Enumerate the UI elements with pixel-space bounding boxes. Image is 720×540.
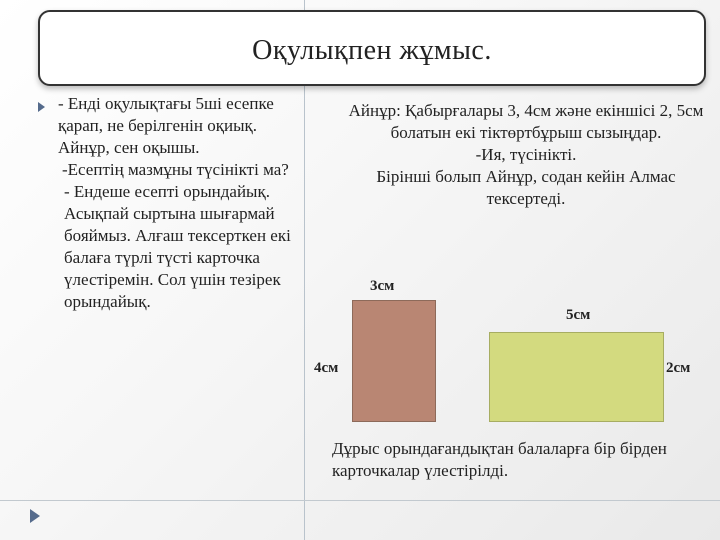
right-paragraph-2: -Ия, түсінікті.: [475, 145, 577, 164]
left-text-column: [58, 93, 306, 313]
rectangle-green: [489, 332, 664, 422]
right-text-column: [336, 100, 716, 210]
slide-title-box: [38, 10, 706, 86]
right-paragraph-1: Айнұр: Қабырғалары 3, 4см және екіншісі 2, 5см болатын екі тіктөртбұрыш сызыңдар.: [348, 101, 704, 142]
bottom-paragraph: Дұрыс орындағандықтан балаларға бір бірден карточкалар үлестірілді.: [332, 439, 667, 480]
right-paragraph-3: Бірінші болып Айнұр, содан кейін Алмас тексертеді.: [376, 167, 676, 208]
bottom-text-block: [332, 438, 712, 482]
slide-title: Оқулықпен жұмыс.: [252, 35, 492, 66]
rect1-top-label: 3см: [370, 278, 395, 294]
rect2-top-label: 5см: [566, 307, 591, 323]
left-paragraph-1: - Енді оқулықтағы 5ші есепке қарап, не берілгенін оқиық. Айнұр, сен оқышы.: [58, 94, 274, 157]
left-paragraph-3: - Ендеше есепті орындайық. Асықпай сыртына шығармай бояймыз. Алғаш тексерткен екі балаға түрлі түсті карточка үлестіремін. Сол үшін тезірек орындайық.: [64, 182, 291, 311]
left-paragraph-2: -Есептің мазмұны түсінікті ма?: [62, 160, 289, 179]
next-slide-arrow-icon[interactable]: [30, 509, 40, 523]
rect1-side-label: 4см: [314, 360, 339, 376]
triangle-bullet-icon: [38, 102, 45, 112]
rect2-side-label: 2см: [666, 360, 691, 376]
guide-line-horizontal: [0, 500, 720, 501]
rectangle-brown: [352, 300, 436, 422]
